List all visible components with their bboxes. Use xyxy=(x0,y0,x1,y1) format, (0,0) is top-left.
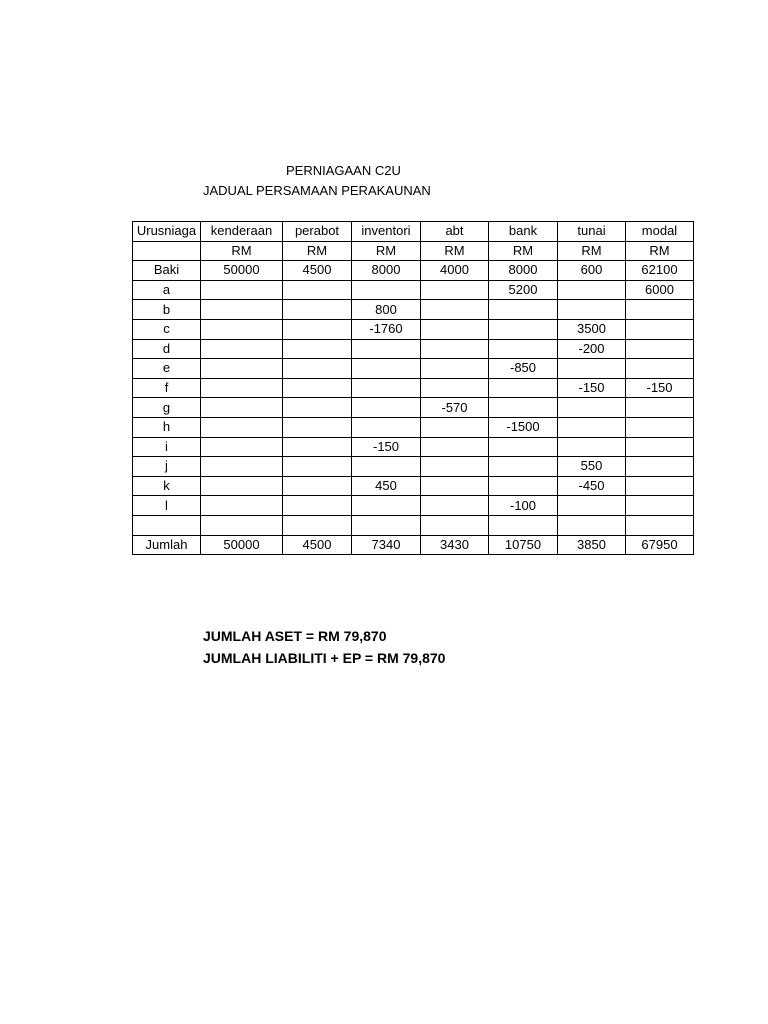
table-cell: 4500 xyxy=(283,535,352,555)
table-row xyxy=(133,398,694,418)
table-cell xyxy=(626,319,694,339)
row-label-cell: Urusniaga xyxy=(133,222,201,242)
table-cell xyxy=(626,359,694,379)
row-label-cell: a xyxy=(133,280,201,300)
table-cell: -150 xyxy=(626,378,694,398)
table-cell: RM xyxy=(352,241,421,261)
table-cell xyxy=(626,496,694,516)
table-cell: 62100 xyxy=(626,261,694,281)
row-label-cell: j xyxy=(133,457,201,477)
table-cell: -1500 xyxy=(489,417,558,437)
row-label-cell xyxy=(133,241,201,261)
table-row xyxy=(133,261,694,281)
table-cell: 600 xyxy=(558,261,626,281)
table-row xyxy=(133,378,694,398)
table-cell xyxy=(352,339,421,359)
table-cell xyxy=(352,398,421,418)
table-cell xyxy=(283,437,352,457)
table-cell xyxy=(201,300,283,320)
table-cell xyxy=(626,417,694,437)
table-cell xyxy=(283,339,352,359)
table-cell: RM xyxy=(201,241,283,261)
table-cell xyxy=(626,300,694,320)
table-cell: -150 xyxy=(352,437,421,457)
table-row xyxy=(133,319,694,339)
table-cell: 5200 xyxy=(489,280,558,300)
table-cell: 7340 xyxy=(352,535,421,555)
table-cell: -570 xyxy=(421,398,489,418)
table-cell xyxy=(201,496,283,516)
row-label-cell: e xyxy=(133,359,201,379)
table-cell: 4500 xyxy=(283,261,352,281)
table-cell: -150 xyxy=(558,378,626,398)
table-cell: bank xyxy=(489,222,558,242)
table-cell: 8000 xyxy=(489,261,558,281)
table-cell xyxy=(201,339,283,359)
table-cell: modal xyxy=(626,222,694,242)
table-cell xyxy=(352,515,421,535)
table-cell xyxy=(352,359,421,379)
table-cell xyxy=(558,359,626,379)
row-label-cell: c xyxy=(133,319,201,339)
table-cell xyxy=(421,280,489,300)
table-cell xyxy=(421,300,489,320)
row-label-cell: g xyxy=(133,398,201,418)
table-cell xyxy=(352,457,421,477)
row-label-cell: f xyxy=(133,378,201,398)
table-cell xyxy=(283,417,352,437)
table-row xyxy=(133,300,694,320)
table-cell: -200 xyxy=(558,339,626,359)
table-cell xyxy=(558,437,626,457)
table-cell xyxy=(283,457,352,477)
table-cell xyxy=(421,437,489,457)
total-liabilities-equity: JUMLAH LIABILITI + EP = RM 79,870 xyxy=(203,650,446,666)
table-cell: 67950 xyxy=(626,535,694,555)
total-assets: JUMLAH ASET = RM 79,870 xyxy=(203,628,387,644)
table-cell: 3430 xyxy=(421,535,489,555)
table-row xyxy=(133,457,694,477)
row-label-cell: d xyxy=(133,339,201,359)
table-row xyxy=(133,417,694,437)
table-cell xyxy=(201,359,283,379)
table-cell xyxy=(352,417,421,437)
table-cell: 50000 xyxy=(201,535,283,555)
table-cell xyxy=(283,496,352,516)
table-cell: -100 xyxy=(489,496,558,516)
table-cell xyxy=(283,359,352,379)
table-cell xyxy=(283,280,352,300)
table-cell xyxy=(283,398,352,418)
table-cell: -850 xyxy=(489,359,558,379)
table-cell xyxy=(421,476,489,496)
table-cell: 6000 xyxy=(626,280,694,300)
units-row xyxy=(133,241,694,261)
document-subtitle: JADUAL PERSAMAAN PERAKAUNAN xyxy=(203,183,431,198)
table-cell: 50000 xyxy=(201,261,283,281)
table-cell xyxy=(558,300,626,320)
table-cell: RM xyxy=(489,241,558,261)
table-cell xyxy=(489,476,558,496)
table-cell xyxy=(489,457,558,477)
table-cell xyxy=(283,476,352,496)
row-label-cell: i xyxy=(133,437,201,457)
table-cell xyxy=(283,515,352,535)
table-cell xyxy=(626,476,694,496)
table-cell: 3850 xyxy=(558,535,626,555)
table-cell: 10750 xyxy=(489,535,558,555)
table-cell xyxy=(626,339,694,359)
table-cell: RM xyxy=(558,241,626,261)
row-label-cell: Baki xyxy=(133,261,201,281)
table-cell: RM xyxy=(626,241,694,261)
table-cell: 4000 xyxy=(421,261,489,281)
table-cell xyxy=(489,378,558,398)
table-cell xyxy=(489,300,558,320)
table-row xyxy=(133,437,694,457)
row-label-cell: k xyxy=(133,476,201,496)
table-cell xyxy=(283,319,352,339)
header-row xyxy=(133,222,694,242)
table-cell xyxy=(421,457,489,477)
table-cell xyxy=(283,378,352,398)
table-cell xyxy=(489,319,558,339)
table-cell: 8000 xyxy=(352,261,421,281)
table-cell xyxy=(352,496,421,516)
table-cell: kenderaan xyxy=(201,222,283,242)
table-row xyxy=(133,535,694,555)
table-cell xyxy=(489,339,558,359)
table-row xyxy=(133,515,694,535)
table-row xyxy=(133,339,694,359)
table-cell xyxy=(201,515,283,535)
table-cell xyxy=(421,417,489,437)
table-cell: -450 xyxy=(558,476,626,496)
table-row xyxy=(133,359,694,379)
table-cell xyxy=(558,417,626,437)
table-cell xyxy=(626,457,694,477)
table-cell xyxy=(201,457,283,477)
table-cell xyxy=(352,280,421,300)
document-title: PERNIAGAAN C2U xyxy=(286,163,401,178)
table-cell xyxy=(201,437,283,457)
table-cell xyxy=(421,339,489,359)
table-cell: perabot xyxy=(283,222,352,242)
table-cell xyxy=(489,515,558,535)
table-row xyxy=(133,280,694,300)
accounting-equation-table xyxy=(132,221,694,555)
table-cell: 800 xyxy=(352,300,421,320)
table-cell xyxy=(558,515,626,535)
table-cell xyxy=(421,378,489,398)
table-cell xyxy=(558,496,626,516)
row-label-cell: b xyxy=(133,300,201,320)
table-cell: -1760 xyxy=(352,319,421,339)
table-cell: RM xyxy=(283,241,352,261)
table-row xyxy=(133,476,694,496)
table-cell: inventori xyxy=(352,222,421,242)
table-cell xyxy=(201,378,283,398)
row-label-cell: l xyxy=(133,496,201,516)
table-cell xyxy=(626,515,694,535)
table-cell xyxy=(421,359,489,379)
table-cell xyxy=(201,280,283,300)
table-cell xyxy=(201,417,283,437)
table-row xyxy=(133,496,694,516)
table-cell xyxy=(201,398,283,418)
table-body xyxy=(133,222,694,555)
table-cell xyxy=(201,319,283,339)
table-cell xyxy=(626,437,694,457)
table-cell: abt xyxy=(421,222,489,242)
table-cell xyxy=(558,280,626,300)
table-cell xyxy=(283,300,352,320)
row-label-cell: Jumlah xyxy=(133,535,201,555)
row-label-cell xyxy=(133,515,201,535)
table-cell xyxy=(352,378,421,398)
row-label-cell: h xyxy=(133,417,201,437)
table-cell: 3500 xyxy=(558,319,626,339)
table-cell: 550 xyxy=(558,457,626,477)
table-cell: RM xyxy=(421,241,489,261)
table-cell xyxy=(558,398,626,418)
table-cell xyxy=(626,398,694,418)
table-cell: tunai xyxy=(558,222,626,242)
table-cell xyxy=(489,437,558,457)
table-cell: 450 xyxy=(352,476,421,496)
table-cell xyxy=(421,515,489,535)
table-cell xyxy=(201,476,283,496)
table-cell xyxy=(421,496,489,516)
table-cell xyxy=(489,398,558,418)
table-cell xyxy=(421,319,489,339)
